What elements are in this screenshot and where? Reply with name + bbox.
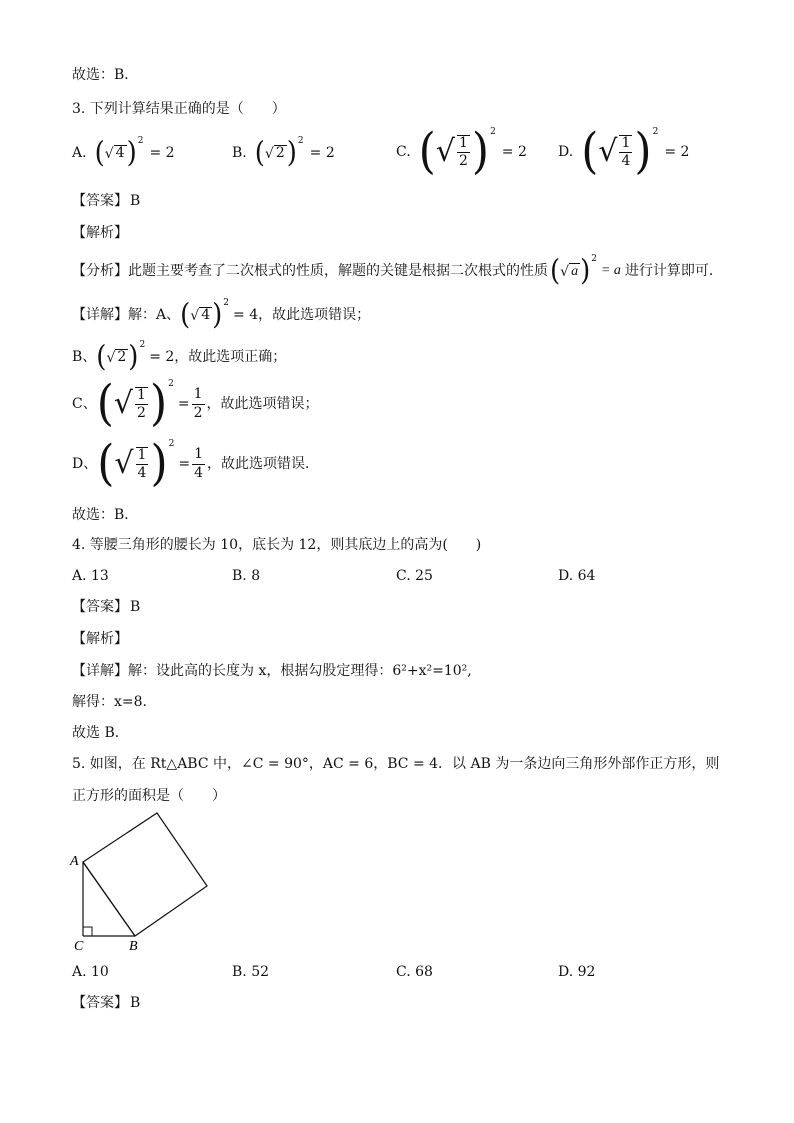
equation-rhs: = 2 [149,349,175,365]
denominator: 2 [193,404,203,421]
triangle-square-figure [60,805,220,955]
q4-detail [72,664,472,678]
q5-option-d: D. 92 [558,964,596,980]
equation-rhs: = 2 [501,144,527,160]
equation-rhs: = 2 [149,145,175,161]
right-angle-marker [83,927,92,936]
denominator: 4 [621,153,631,169]
sqrt-expr: √ 4 [104,144,125,163]
analysis-tag: 【解析】 [72,225,128,241]
q5-option-b: B. 52 [232,964,270,980]
radicand: 2 [117,348,127,365]
detail-tag: 【详解】 [72,663,128,679]
result-fraction [192,447,205,481]
exponent: 2 [591,253,597,264]
exponent: 2 [137,135,144,146]
radicand: 4 [115,144,125,161]
fenxi-text: 此题主要考查了二次根式的性质，解题的关键是根据二次根式的性质 [128,263,548,279]
fraction [457,135,470,170]
fenxi-tail: 进行计算即可． [624,263,723,279]
q3-end [72,508,138,522]
q3-option-b: B. ( √ 2 ) $^2$ = 2 [232,135,335,170]
denominator: 4 [194,464,204,481]
analysis-tag: 【解析】 [72,631,128,647]
q5-option-a: A. 10 [72,964,109,980]
q4-stem [72,538,481,552]
label-b: B [129,939,138,954]
q4-answer [72,600,140,614]
conclusion-line [72,68,138,82]
radicand: a [571,263,579,279]
q4-option-d: D. 64 [558,568,596,584]
radicand: 2 [275,144,285,161]
answer-value: B [130,599,141,615]
q5-answer [72,996,140,1010]
numerator: 1 [619,136,632,153]
answer-tag: 【答案】 [72,599,128,615]
square [83,813,207,936]
fraction [619,135,632,170]
numerator: 1 [192,447,205,464]
equation-rhs: = 2 [309,145,335,161]
option-label: C. [396,144,411,160]
conclusion-text: 故选：B． [72,67,139,83]
q5-stem-line1 [72,757,719,771]
exponent: 2 [490,126,496,137]
sqrt-expr: √ 2 [106,348,127,367]
option-label: A. [72,145,87,161]
label-a: A [70,854,79,869]
result-fraction [192,387,205,421]
fenxi-tag: 【分析】 [72,263,128,279]
q3-detail-a: 【详解】 解：A、 ( √ 4 ) $^2$ = 4 ，故此选项错误； [72,297,371,332]
q3-detail-b: B、 ( √ 2 ) $^2$ = 2 ，故此选项正确； [72,339,287,374]
conclusion-text: 故选：B． [72,507,139,523]
detail-prefix: 解：A、 [128,307,181,323]
sqrt-expr: √ 4 [190,306,211,325]
denominator: 2 [137,405,146,421]
denominator: 4 [137,465,147,481]
q3-detail-d: D、 ( √ $\frac{1}{4}$ ) $^2$ = $\frac{1}{4}$ ，故此选项错误． [72,435,320,492]
denominator: 2 [458,153,468,169]
numerator: 1 [135,388,148,405]
detail-text: 解：设此高的长度为 x，根据勾股定理得：6²+x²=10², [128,663,472,679]
q3-analysis-tag [72,226,128,240]
q4-option-c: C. 25 [396,568,433,584]
sqrt-expr: √ a [560,263,579,281]
answer-value: B [130,193,141,209]
q3-stem [72,102,286,116]
fraction [135,387,148,422]
detail-prefix: C、 [72,396,97,412]
q4-end [72,726,129,740]
detail-suffix: ，故此选项错误； [258,307,371,323]
q5-option-c: C. 68 [396,964,433,980]
numerator: 1 [457,136,470,153]
option-label: B. [232,145,247,161]
answer-tag: 【答案】 [72,995,128,1011]
fraction [136,447,149,482]
option-label: D. [558,144,574,160]
q5-stem-text: 正方形的面积是（ ） [72,788,226,804]
q3-fenxi: 【分析】 此题主要考查了二次根式的性质，解题的关键是根据二次根式的性质 ( √ a ) $^2$ = a 进行计算即可． [72,253,723,288]
detail-suffix: ，故此选项错误． [207,456,320,472]
answer-tag: 【答案】 [72,193,128,209]
exponent: 2 [297,135,304,146]
equation-rhs: = 2 [664,144,690,160]
q4-stem-text: 4. 等腰三角形的腰长为 10，底长为 12，则其底边上的高为( ) [72,537,482,553]
radicand: 4 [201,306,211,323]
q3-answer [72,194,140,208]
q5-stem-line2 [72,789,226,803]
q4-option-a: A. 13 [72,568,109,584]
equation-rhs: = 4 [233,307,259,323]
label-c: C [74,939,84,954]
detail-suffix: ，故此选项正确； [174,349,287,365]
q3-option-a: A. ( √ 4 ) $^2$ = 2 [72,135,175,170]
exponent: 2 [139,339,146,350]
detail-prefix: D、 [72,456,98,472]
q4-analysis-tag [72,632,128,646]
q5-stem-text: 5. 如图，在 Rt△ABC 中，∠C = 90°，AC = 6，BC = 4．以 AB 为一条边向三角形外部作正方形，则 [72,756,720,772]
exponent: 2 [168,438,175,449]
exponent: 2 [168,378,174,389]
equation-rhs: = a [600,263,621,278]
q3-option-d: D. ( √ $\frac{1}{4}$ ) $^2$ = 2 [558,123,690,180]
detail-prefix: B、 [72,349,97,365]
q3-stem-text: 3. 下列计算结果正确的是（ ） [72,101,286,117]
conclusion-text: 故选 B． [72,725,129,741]
exponent: 2 [652,126,659,137]
solve-text: 解得：x=8. [72,694,147,710]
exponent: 2 [223,297,230,308]
q4-solve [72,695,147,709]
q3-option-c: C. ( √ $\frac{1}{2}$ ) $^2$ = 2 [396,123,527,180]
detail-tag: 【详解】 [72,307,128,323]
numerator: 1 [136,448,149,465]
q3-detail-c: C、 ( √ $\frac{1}{2}$ ) $^2$ = $\frac{1}{2}$ ，故此选项错误； [72,375,319,432]
sqrt-expr: √ 2 [264,144,285,163]
answer-value: B [130,995,141,1011]
q4-option-b: B. 8 [232,568,261,584]
numerator: 1 [192,387,205,404]
detail-suffix: ，故此选项错误； [206,396,319,412]
